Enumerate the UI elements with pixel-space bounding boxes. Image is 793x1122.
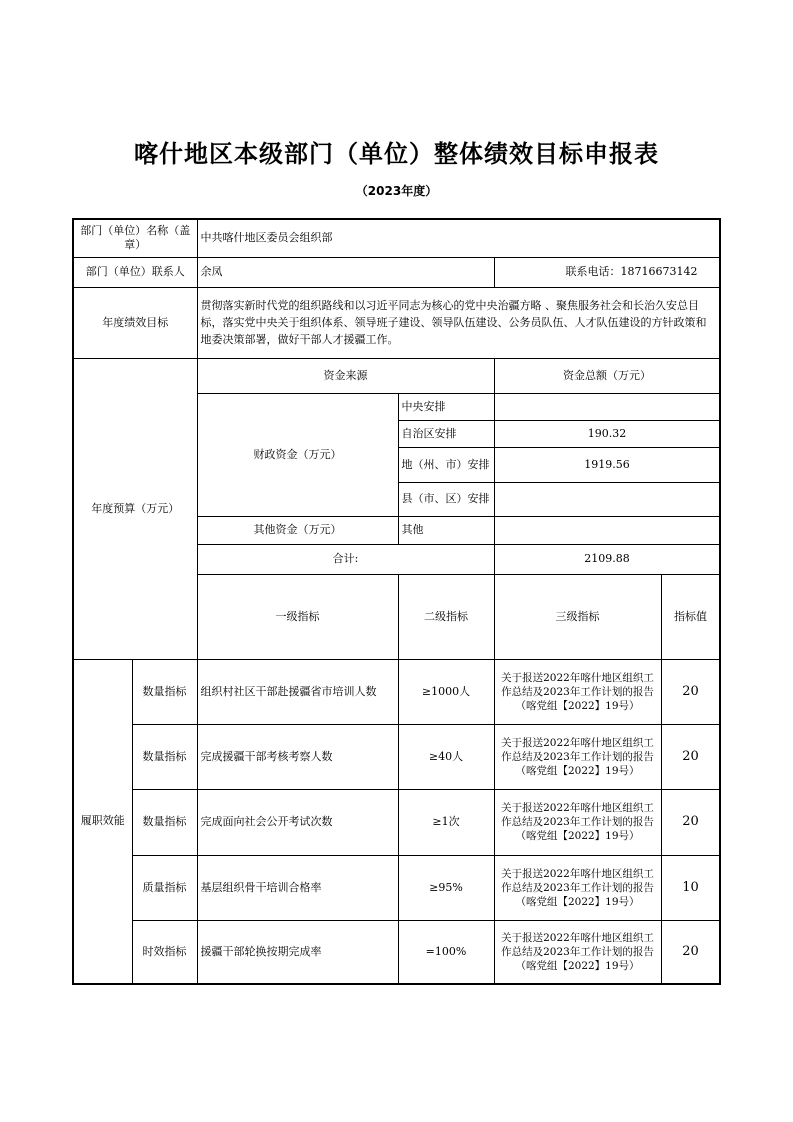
budget-amount-header: 资金总额（万元） [494,358,720,393]
contact-value: 余凤 [197,257,494,287]
indicator-value: ≥95% [398,855,494,920]
dept-label: 部门（单位）名称（盖章） [73,219,197,257]
level2-indicator: 数量指标 [132,724,197,789]
indicator-value: ≥1000人 [398,659,494,724]
indicator-row [73,789,720,855]
performance-table [72,218,721,985]
total-amount: 2109.88 [494,544,720,574]
fiscal-item-amount: 1919.56 [494,447,720,482]
fiscal-item-amount [494,482,720,516]
contact-label: 部门（单位）联系人 [73,257,197,287]
indicator-row [73,724,720,789]
indicator-value: ≥1次 [398,789,494,855]
col-header: 二级指标 [398,574,494,659]
indicator-value: =100% [398,920,494,984]
indicator-weight: 20 [661,724,720,789]
page-title: 喀什地区本级部门（单位）整体绩效目标申报表 [134,140,659,168]
level3-indicator: 基层组织骨干培训合格率 [197,855,398,920]
other-fund-amount [494,516,720,544]
total-label: 合计: [197,544,494,574]
indicator-row [73,855,720,920]
indicator-weight: 10 [661,855,720,920]
indicator-row [73,659,720,724]
col-header: 三级指标 [494,574,661,659]
dept-value: 中共喀什地区委员会组织部 [197,219,720,257]
budget-source-header: 资金来源 [197,358,494,393]
col-header: 指标值 [661,574,720,659]
level3-indicator: 完成援疆干部考核考察人数 [197,724,398,789]
fiscal-item-name: 中央安排 [398,393,494,420]
page-subtitle: （2023年度） [355,184,438,198]
goal-label: 年度绩效目标 [73,287,197,358]
dept-row [73,219,720,257]
indicator-weight: 20 [661,920,720,984]
indicator-basis: 关于报送2022年喀什地区组织工作总结及2023年工作计划的报告（喀党组【2022】19号） [494,724,661,789]
level3-indicator: 完成面向社会公开考试次数 [197,789,398,855]
indicator-value: ≥40人 [398,724,494,789]
indicator-basis: 关于报送2022年喀什地区组织工作总结及2023年工作计划的报告（喀党组【2022】19号） [494,659,661,724]
fiscal-item-amount: 190.32 [494,420,720,447]
contact-row [73,257,720,287]
indicator-basis: 关于报送2022年喀什地区组织工作总结及2023年工作计划的报告（喀党组【2022】19号） [494,920,661,984]
other-fund-label: 其他资金（万元） [197,516,398,544]
level3-indicator: 组织村社区干部赴援疆省市培训人数 [197,659,398,724]
level2-indicator: 质量指标 [132,855,197,920]
other-fund-item: 其他 [398,516,494,544]
level2-indicator: 时效指标 [132,920,197,984]
col-header: 一级指标 [197,574,398,659]
budget-label: 年度预算（万元） [73,358,197,659]
indicator-weight: 20 [661,789,720,855]
fiscal-item-amount [494,393,720,420]
level2-indicator: 数量指标 [132,659,197,724]
level1-indicator: 履职效能 [73,659,132,984]
indicator-row [73,920,720,984]
contact-phone: 联系电话：18716673142 [494,257,720,287]
indicator-basis: 关于报送2022年喀什地区组织工作总结及2023年工作计划的报告（喀党组【2022】19号） [494,789,661,855]
fiscal-item-name: 自治区安排 [398,420,494,447]
fiscal-label: 财政资金（万元） [197,393,398,516]
goal-row [73,287,720,358]
indicator-weight: 20 [661,659,720,724]
indicator-basis: 关于报送2022年喀什地区组织工作总结及2023年工作计划的报告（喀党组【2022】19号） [494,855,661,920]
goal-text: 贯彻落实新时代党的组织路线和以习近平同志为核心的党中央治疆方略 、聚焦服务社会和长治久安总目标，落实党中央关于组织体系、领导班子建设、领导队伍建设、公务员队伍、人才队伍建设的方针政策和地委决策部署，做好干部人才援疆工作。 [197,287,720,358]
fiscal-item-name: 县（市、区）安排 [398,482,494,516]
level3-indicator: 援疆干部轮换按期完成率 [197,920,398,984]
fiscal-item-name: 地（州、市）安排 [398,447,494,482]
level2-indicator: 数量指标 [132,789,197,855]
budget-header-row [73,358,720,393]
